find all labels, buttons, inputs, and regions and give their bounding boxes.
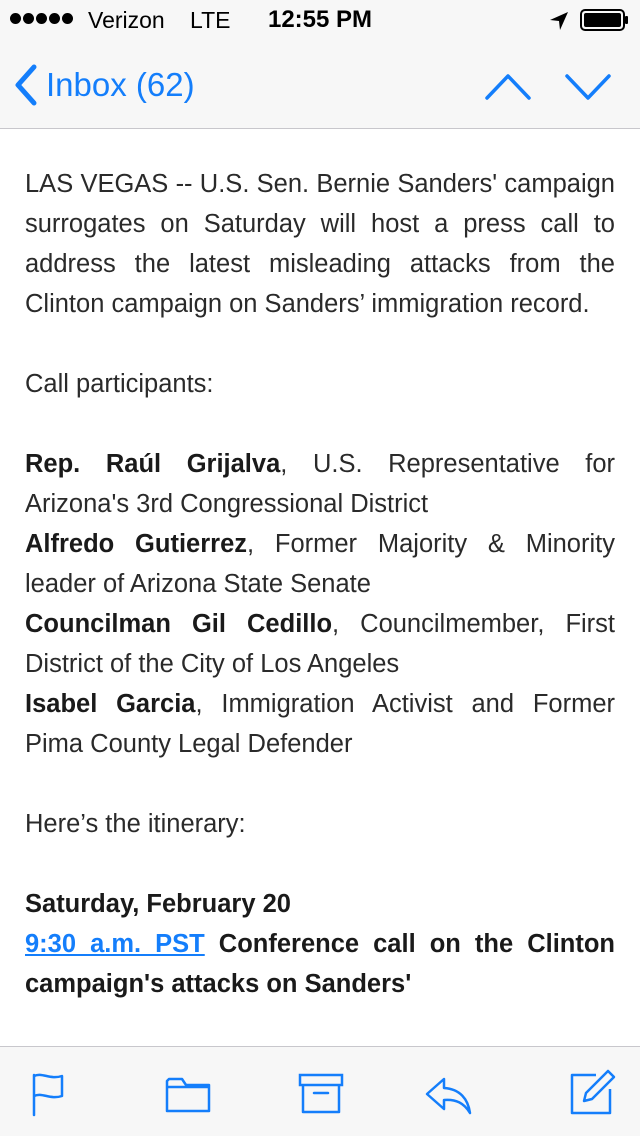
- participant-description: , Former Majority & Minority leader of Arizona State Senate: [25, 530, 615, 598]
- battery-icon: [580, 9, 630, 31]
- email-body: [25, 164, 615, 1004]
- participant-item: [25, 684, 615, 764]
- itinerary-date: Saturday, February 20: [25, 890, 291, 918]
- compose-button[interactable]: [568, 1069, 616, 1117]
- itinerary-heading: Here’s the itinerary:: [25, 810, 246, 838]
- participant-name: Councilman Gil Cedillo: [25, 610, 333, 638]
- archive-icon: [297, 1069, 345, 1117]
- flag-icon: [26, 1069, 74, 1117]
- event-description: Conference call on the Clinton campaign's attacks on Sanders': [25, 930, 616, 998]
- reply-button[interactable]: [424, 1069, 472, 1117]
- intro-paragraph: LAS VEGAS -- U.S. Sen. Bernie Sanders' campaign surrogates on Saturday will host a press call to address the latest misleading attacks from the Clinton campaign on Sanders’ immigration record.: [25, 170, 615, 318]
- carrier-name: Verizon: [88, 7, 165, 33]
- compose-icon: [568, 1069, 616, 1117]
- participant-item: [25, 604, 615, 684]
- participant-item: [25, 524, 615, 604]
- status-bar: [0, 0, 640, 40]
- participant-name: Alfredo Gutierrez: [25, 530, 247, 558]
- status-time: 12:55 PM: [267, 6, 373, 33]
- itinerary-item: [25, 924, 615, 1004]
- reply-icon: [424, 1069, 472, 1117]
- participants-heading: Call participants:: [25, 370, 214, 398]
- move-to-folder-button[interactable]: [164, 1069, 212, 1117]
- back-to-inbox-button[interactable]: [10, 62, 195, 108]
- chevron-down-icon[interactable]: [562, 66, 614, 106]
- participant-item: [25, 444, 615, 524]
- participant-name: Rep. Raúl Grijalva: [25, 450, 281, 478]
- network-type: LTE: [190, 7, 231, 33]
- flag-button[interactable]: [26, 1069, 74, 1117]
- participant-description: , Councilmember, First District of the City of Los Angeles: [25, 610, 616, 678]
- folder-icon: [164, 1069, 212, 1117]
- bottom-toolbar: [0, 1046, 640, 1136]
- participant-name: Isabel Garcia: [25, 690, 196, 718]
- archive-button[interactable]: [297, 1069, 345, 1117]
- back-label: Inbox (62): [46, 66, 195, 103]
- participant-description: , U.S. Representative for Arizona's 3rd Congressional District: [25, 450, 615, 518]
- participant-description: , Immigration Activist and Former Pima County Legal Defender: [25, 690, 615, 758]
- navigation-bar: [0, 40, 640, 129]
- chevron-up-icon[interactable]: [482, 66, 534, 106]
- event-time-link[interactable]: 9:30 a.m. PST: [25, 930, 205, 958]
- chevron-left-icon: [10, 63, 40, 107]
- location-arrow-icon: [548, 10, 570, 32]
